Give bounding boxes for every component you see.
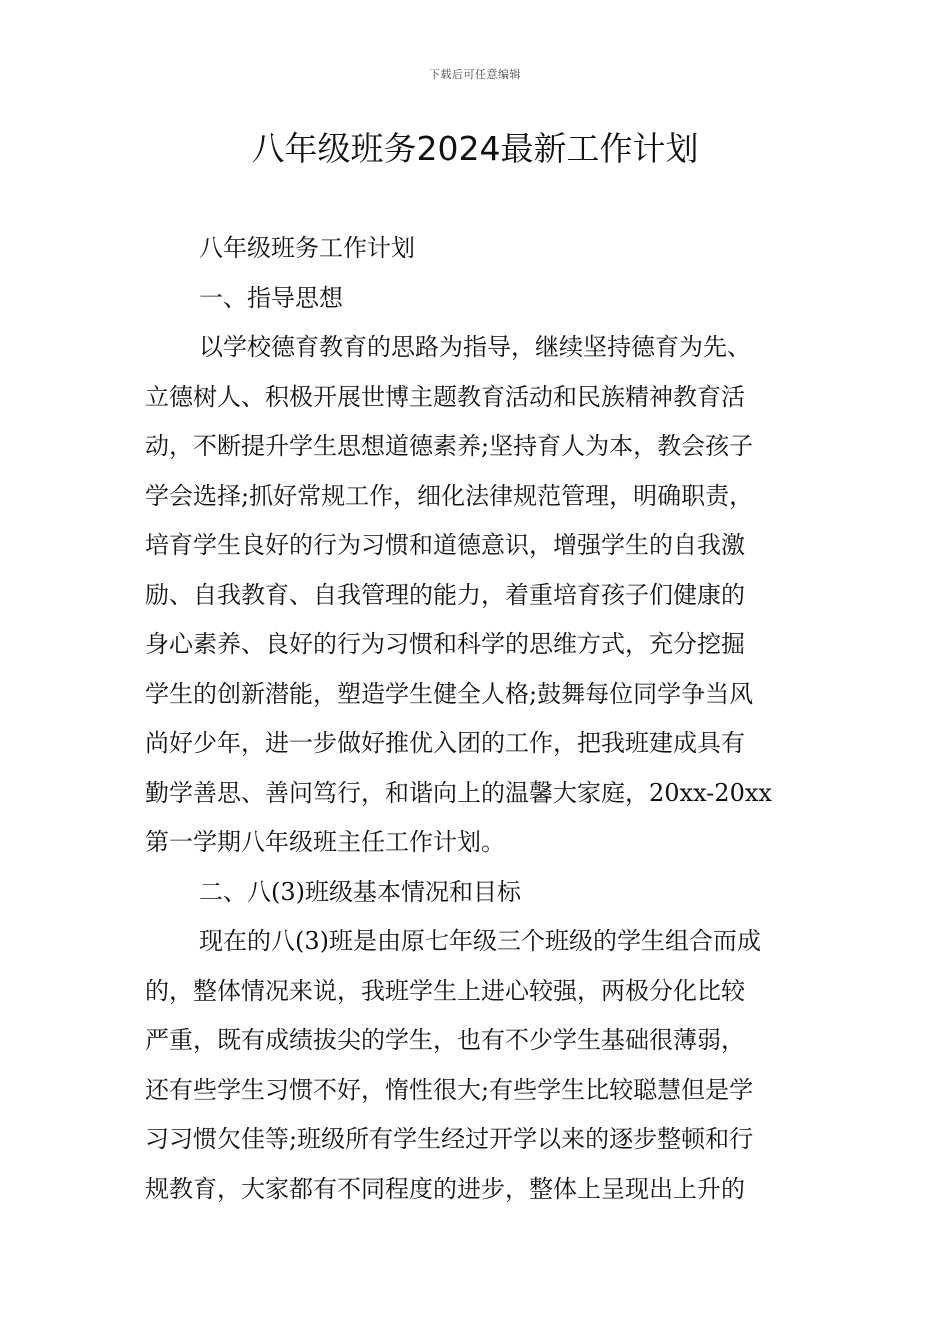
- paragraph-line: 现在的八(3)班是由原七年级三个班级的学生组合而成: [199, 927, 761, 955]
- paragraph-line: 的，整体情况来说，我班学生上进心较强，两极分化比较: [145, 976, 745, 1005]
- paragraph-line: 立德树人、积极开展世博主题教育活动和民族精神教育活: [145, 382, 745, 411]
- paragraph-line: 尚好少年，进一步做好推优入团的工作，把我班建成具有: [145, 729, 745, 757]
- paragraph-line: 身心素养、良好的行为习惯和科学的思维方式，充分挖掘: [145, 630, 745, 658]
- paragraph-line: 动，不断提升学生思想道德素养;坚持育人为本，教会孩子: [145, 432, 754, 460]
- paragraph-line: 以学校德育教育的思路为指导，继续坚持德育为先、: [199, 333, 751, 361]
- section-heading-guiding-ideology: 一、指导思想: [199, 283, 343, 312]
- section-heading-class-situation: 二、八(3)班级基本情况和目标: [199, 877, 521, 906]
- paragraph-line: 规教育，大家都有不同程度的进步，整体上呈现出上升的: [145, 1174, 745, 1203]
- paragraph-line: 培育学生良好的行为习惯和道德意识，增强学生的自我激: [145, 531, 745, 559]
- paragraph-line: 勤学善思、善问笃行，和谐向上的温馨大家庭，20xx-20xx: [145, 778, 772, 807]
- document-body: [145, 224, 809, 1214]
- paragraph-line: 第一学期八年级班主任工作计划。: [145, 828, 505, 856]
- paragraph-class-situation: [145, 917, 809, 1214]
- paragraph-line: 学会选择;抓好常规工作，细化法律规范管理，明确职责，: [145, 481, 754, 510]
- paragraph-line: 还有些学生习惯不好，惰性很大;有些学生比较聪慧但是学: [145, 1075, 754, 1104]
- paragraph-line: 学生的创新潜能，塑造学生健全人格;鼓舞每位同学争当风: [145, 679, 754, 708]
- paragraph-line: 习习惯欠佳等;班级所有学生经过开学以来的逐步整顿和行: [145, 1125, 754, 1153]
- header-note: 下载后可任意编辑: [429, 68, 521, 81]
- paragraph-line: 励、自我教育、自我管理的能力，着重培育孩子们健康的: [145, 580, 745, 609]
- paragraph-line: 严重，既有成绩拔尖的学生，也有不少学生基础很薄弱，: [145, 1026, 745, 1054]
- paragraph-guiding-ideology: [145, 323, 809, 868]
- subtitle: 八年级班务工作计划: [199, 234, 415, 262]
- document-title: 八年级班务2024最新工作计划: [251, 129, 699, 168]
